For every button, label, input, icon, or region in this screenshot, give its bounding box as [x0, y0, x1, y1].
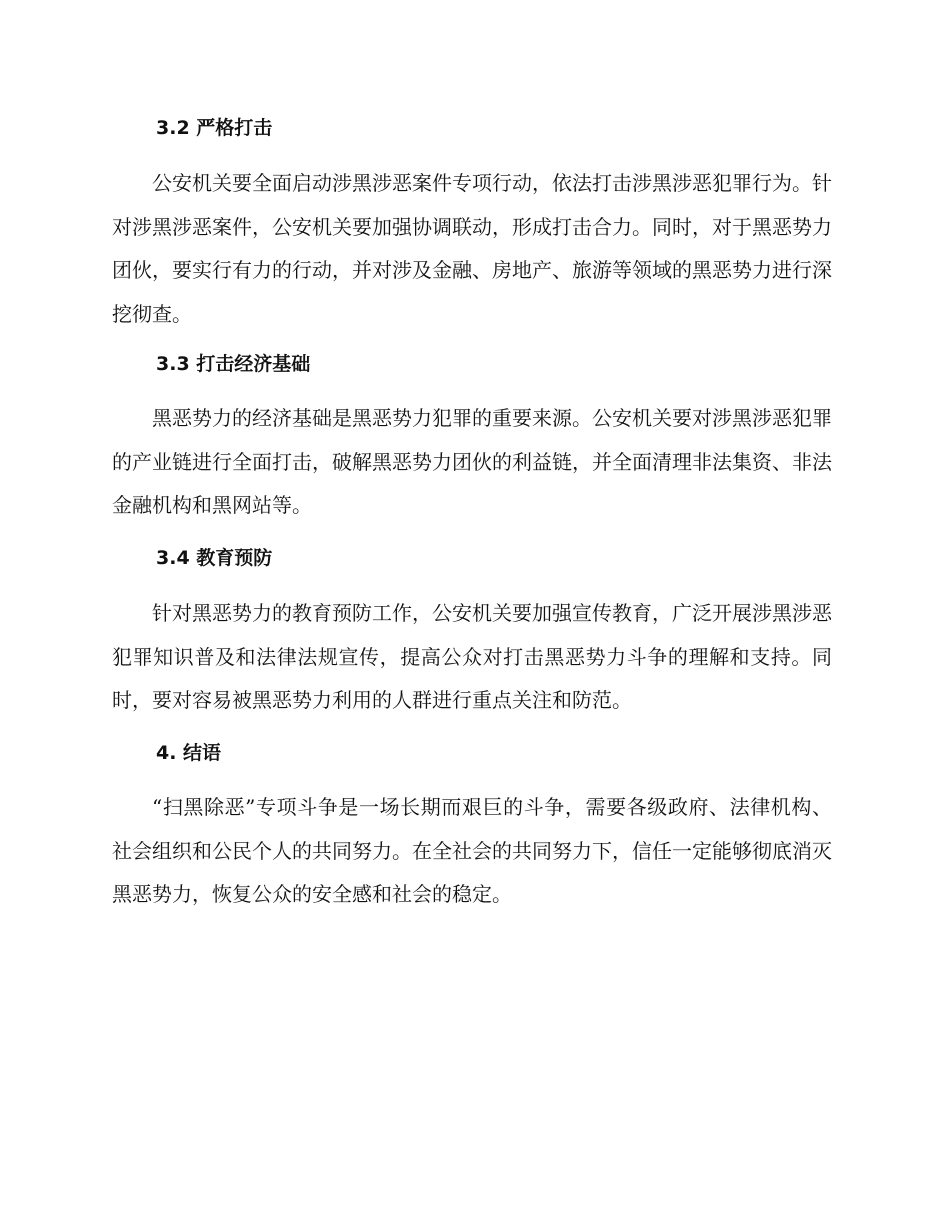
section-paragraph-3-2: 公安机关要全面启动涉黑涉恶案件专项行动，依法打击涉黑涉恶犯罪行为。针对涉黑涉恶案件，公安机关要加强协调联动，形成打击合力。同时，对于黑恶势力团伙，要实行有力的行动，并对涉及金融、房地产、旅游等领域的黑恶势力进行深挖彻查。	[112, 171, 832, 326]
section-heading-4: 4. 结语	[156, 742, 222, 764]
section-paragraph-3-4: 针对黑恶势力的教育预防工作，公安机关要加强宣传教育，广泛开展涉黑涉恶犯罪知识普及和法律法规宣传，提高公众对打击黑恶势力斗争的理解和支持。同时，要对容易被黑恶势力利用的人群进行重点关注和防范。	[112, 601, 832, 712]
section-heading-3-3: 3.3 打击经济基础	[156, 353, 311, 375]
section-heading-3-4: 3.4 教育预防	[156, 547, 273, 569]
section-heading-3-2: 3.2 严格打击	[156, 117, 273, 139]
section-paragraph-3-3: 黑恶势力的经济基础是黑恶势力犯罪的重要来源。公安机关要对涉黑涉恶犯罪的产业链进行全面打击，破解黑恶势力团伙的利益链，并全面清理非法集资、非法金融机构和黑网站等。	[112, 406, 832, 517]
section-paragraph-4: “扫黑除恶”专项斗争是一场长期而艰巨的斗争，需要各级政府、法律机构、社会组织和公民个人的共同努力。在全社会的共同努力下，信任一定能够彻底消灭黑恶势力，恢复公众的安全感和社会的稳定。	[112, 795, 832, 906]
